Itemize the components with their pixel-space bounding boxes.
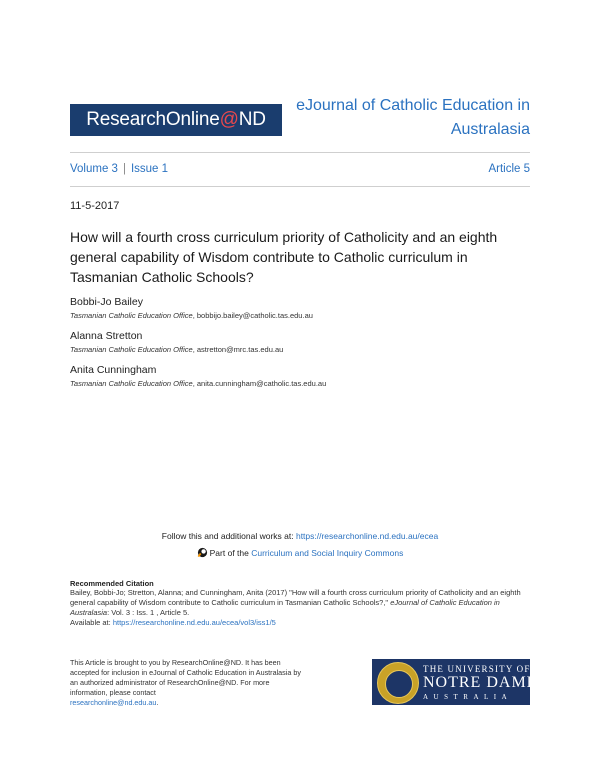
affiliation-email: , anita.cunningham@catholic.tas.edu.au (192, 379, 327, 388)
citation-url[interactable]: https://researchonline.nd.edu.au/ecea/vol3/iss1/5 (112, 618, 276, 627)
commons-icon (197, 547, 208, 558)
top-divider (70, 152, 530, 153)
volume-link[interactable]: Volume 3 (70, 163, 118, 175)
follow-line (0, 531, 600, 541)
author-affiliation (70, 311, 313, 320)
journal-title-line2: Australasia (450, 121, 530, 138)
logo-at: @ (219, 109, 239, 130)
contact-email-link[interactable]: researchonline@nd.edu.au (70, 698, 157, 707)
part-of-line (0, 547, 600, 558)
nd-logo-line1: THE UNIVERSITY OF (423, 664, 531, 674)
citation-heading: Recommended Citation (70, 579, 154, 588)
author-affiliation (70, 345, 283, 354)
affiliation-email: , bobbijo.bailey@catholic.tas.edu.au (192, 311, 313, 320)
footer-notice (70, 658, 305, 708)
author-name: Bobbi-Jo Bailey (70, 296, 143, 308)
journal-title-line1: eJournal of Catholic Education in (296, 97, 530, 114)
bottom-divider (70, 186, 530, 187)
article-title: How will a fourth cross curriculum priority of Catholicity and an eighth general capability of Wisdom contribute to Catholic curriculum in Tasmanian Catholic Schools? (70, 229, 498, 285)
collection-link[interactable]: https://researchonline.nd.edu.au/ecea (295, 531, 439, 541)
author-name: Alanna Stretton (70, 330, 143, 342)
affiliation-email: , astretton@mrc.tas.edu.au (192, 345, 284, 354)
footer-text: This Article is brought to you by ResearchOnline@ND. It has been accepted for inclusion in eJournal of Catholic Education in Australasia by an authorized administrator of ResearchOnline@ND. For more information, please contact (70, 658, 301, 697)
nd-logo-line3: AUSTRALIA (423, 693, 513, 701)
available-at-label: Available at: (70, 618, 113, 627)
footer-period: . (156, 698, 159, 707)
citation-journal: eJournal of Catholic Education in Australasia (70, 598, 500, 617)
publication-date: 11-5-2017 (70, 200, 120, 212)
affiliation-office: Tasmanian Catholic Education Office (70, 345, 193, 354)
affiliation-office: Tasmanian Catholic Education Office (70, 379, 193, 388)
citation-volume: : Vol. 3 : Iss. 1 , Article 5. (107, 608, 190, 617)
citation-body (70, 588, 540, 628)
logo-prefix: ResearchOnline (86, 109, 220, 130)
affiliation-office: Tasmanian Catholic Education Office (70, 311, 193, 320)
author-affiliation (70, 379, 326, 388)
nd-logo-line2: NOTRE DAME (423, 674, 538, 691)
follow-text: Follow this and additional works at: (161, 531, 296, 541)
part-of-text: Part of the (209, 548, 252, 558)
citation-text: Bailey, Bobbi-Jo; Stretton, Alanna; and Cunningham, Anita (2017) "How will a fourth cross curriculum priority of Catholicity and an eighth general capability of Wisdom contribute to Catholic curriculum in Tasmanian Catholic Schools?," (70, 588, 521, 607)
article-link[interactable]: Article 5 (488, 163, 530, 175)
separator: | (122, 163, 126, 175)
author-name: Anita Cunningham (70, 364, 157, 376)
issue-link[interactable]: Issue 1 (130, 163, 169, 175)
logo-suffix: ND (238, 109, 266, 130)
journal-title[interactable] (270, 94, 530, 142)
commons-link[interactable]: Curriculum and Social Inquiry Commons (251, 548, 404, 558)
university-seal-icon (377, 662, 419, 704)
volume-issue (70, 163, 168, 175)
researchonline-logo[interactable] (70, 104, 282, 136)
